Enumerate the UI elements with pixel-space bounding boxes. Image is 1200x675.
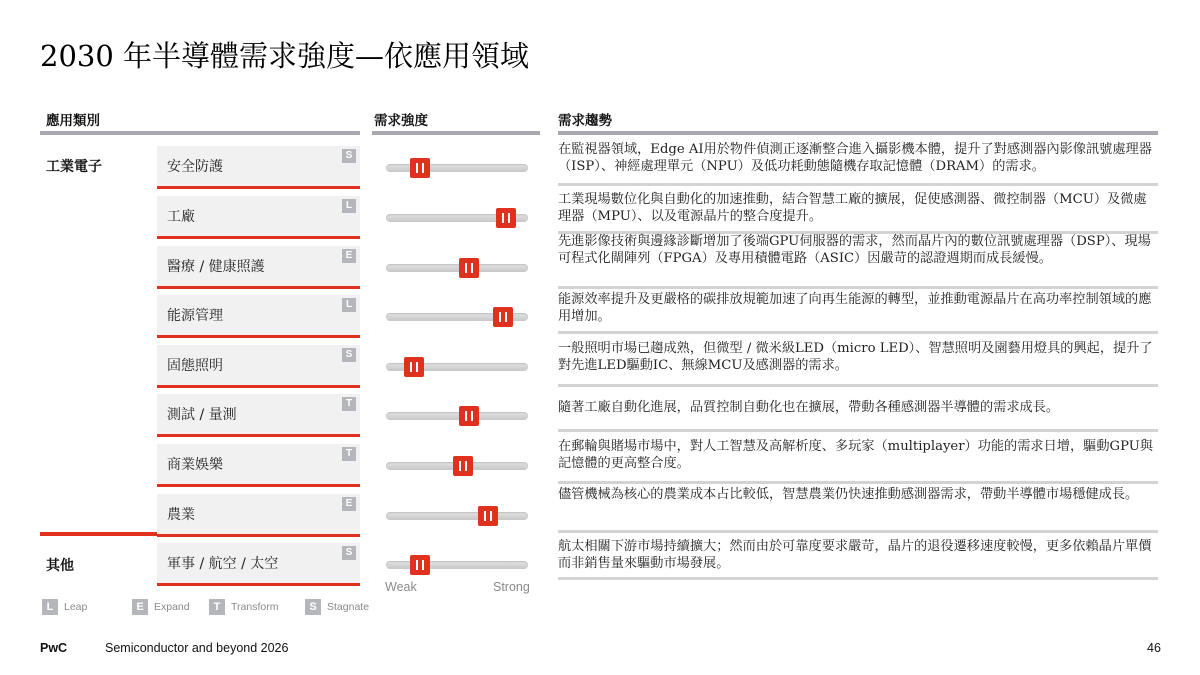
marker-grip	[471, 411, 473, 421]
scale-weak-label: Weak	[385, 580, 417, 594]
category-cell	[157, 246, 360, 286]
header-rule-category	[40, 131, 360, 135]
category-type-badge: S	[342, 348, 356, 362]
trend-separator	[558, 331, 1158, 334]
marker-grip	[422, 560, 424, 570]
category-cell	[157, 196, 360, 236]
category-type-badge: T	[342, 447, 356, 461]
intensity-marker	[453, 456, 473, 476]
category-cell	[157, 494, 360, 534]
marker-grip	[465, 263, 467, 273]
trend-text: 在監視器領域，Edge AI用於物件偵測正逐漸整合進入攝影機本體，提升了對感測器內影像訊號處理器（ISP）、神經處理單元（NPU）及低功耗動態隨機存取記憶體（DRAM）的需求。	[558, 142, 1152, 174]
footer-source: Semiconductor and beyond 2026	[105, 641, 289, 655]
marker-grip	[459, 461, 461, 471]
intensity-track	[386, 462, 528, 470]
trend-separator	[558, 481, 1158, 484]
trend-separator	[558, 286, 1158, 289]
marker-grip	[416, 560, 418, 570]
category-cell	[157, 146, 360, 186]
trend-separator	[558, 530, 1158, 533]
category-cell	[157, 295, 360, 335]
intensity-track	[386, 363, 528, 371]
legend-badge-expand: E	[132, 599, 148, 615]
category-label: 安全防護	[167, 159, 223, 175]
marker-grip	[416, 163, 418, 173]
trend-text: 工業現場數位化與自動化的加速推動，結合智慧工廠的擴展，促使感測器、微控制器（MCU）及微處理器（MPU）、以及電源晶片的整合度提升。	[558, 192, 1147, 224]
intensity-track	[386, 512, 528, 520]
trend-text: 一般照明市場已趨成熟，但微型 / 微米級LED（micro LED）、智慧照明及園藝用燈具的興起，提升了對先進LED驅動IC、無線MCU及感測器的需求。	[558, 341, 1153, 373]
category-cell-underline	[157, 236, 360, 239]
intensity-marker	[478, 506, 498, 526]
group-other-label: 其他	[46, 558, 74, 574]
intensity-marker	[459, 406, 479, 426]
category-label: 測試 / 量測	[167, 407, 237, 423]
category-cell	[157, 345, 360, 385]
intensity-track	[386, 164, 528, 172]
category-type-badge: E	[342, 249, 356, 263]
intensity-marker	[404, 357, 424, 377]
legend-label-transform: Transform	[231, 600, 279, 613]
category-label: 農業	[167, 507, 195, 523]
intensity-track	[386, 412, 528, 420]
category-label: 醫療 / 健康照護	[167, 259, 265, 275]
marker-grip	[484, 511, 486, 521]
legend-label-expand: Expand	[154, 600, 190, 613]
header-rule-trend	[558, 131, 1158, 135]
category-cell-underline	[157, 286, 360, 289]
marker-grip	[508, 213, 510, 223]
trend-text: 先進影像技術與邊緣診斷增加了後端GPU伺服器的需求，然而晶片內的數位訊號處理器（DSP）、現場可程式化閘陣列（FPGA）及專用積體電路（ASIC）因嚴苛的認證週期而成長緩慢。	[558, 234, 1151, 266]
legend-label-leap: Leap	[64, 600, 88, 613]
marker-grip	[490, 511, 492, 521]
intensity-track	[386, 214, 528, 222]
marker-grip	[465, 411, 467, 421]
intensity-marker	[493, 307, 513, 327]
trend-text: 隨著工廠自動化進展，品質控制自動化也在擴展，帶動各種感測器半導體的需求成長。	[558, 400, 1060, 415]
legend-item-transform	[209, 599, 278, 615]
category-cell-underline	[157, 484, 360, 487]
legend-item-expand	[132, 599, 190, 615]
intensity-track	[386, 561, 528, 569]
intensity-track	[386, 264, 528, 272]
trend-separator	[558, 577, 1158, 580]
group-industrial-label: 工業電子	[46, 159, 102, 175]
legend-badge-transform: T	[209, 599, 225, 615]
trend-text: 能源效率提升及更嚴格的碳排放規範加速了向再生能源的轉型，並推動電源晶片在高功率控制領域的應用增加。	[558, 292, 1152, 324]
category-type-badge: T	[342, 397, 356, 411]
marker-grip	[422, 163, 424, 173]
header-rule-intensity	[372, 131, 540, 135]
trend-separator	[558, 183, 1158, 186]
category-cell	[157, 394, 360, 434]
trend-text: 航太相關下游市場持續擴大；然而由於可靠度要求嚴苛，晶片的退役遷移速度較慢，更多依賴晶片單價而非銷售量來驅動市場發展。	[558, 539, 1152, 571]
marker-grip	[410, 362, 412, 372]
category-cell-underline	[157, 385, 360, 388]
category-cell-underline	[157, 583, 360, 586]
trend-text: 在郵輪與賭場市場中，對人工智慧及高解析度、多玩家（multiplayer）功能的需求日增，驅動GPU與記憶體的更高整合度。	[558, 439, 1154, 471]
category-label: 商業娛樂	[167, 457, 223, 473]
category-label: 軍事 / 航空 / 太空	[167, 556, 279, 572]
category-type-badge: S	[342, 149, 356, 163]
marker-grip	[502, 213, 504, 223]
legend-item-leap	[42, 599, 87, 615]
category-type-badge: L	[342, 199, 356, 213]
category-label: 能源管理	[167, 308, 223, 324]
category-type-badge: L	[342, 298, 356, 312]
header-category: 應用類別	[46, 113, 100, 129]
legend-label-stagnate: Stagnate	[327, 600, 370, 613]
marker-grip	[471, 263, 473, 273]
category-cell-underline	[157, 335, 360, 338]
footer-brand: PwC	[40, 641, 68, 655]
intensity-marker	[410, 158, 430, 178]
trend-separator	[558, 384, 1158, 387]
intensity-track	[386, 313, 528, 321]
category-cell-underline	[157, 186, 360, 189]
intensity-marker	[459, 258, 479, 278]
footer-page-number: 46	[1147, 641, 1161, 655]
marker-grip	[505, 312, 507, 322]
page-title: 2030 年半導體需求強度—依應用領域	[40, 39, 530, 73]
category-cell	[157, 444, 360, 484]
trend-text: 儘管機械為核心的農業成本占比較低，智慧農業仍快速推動感測器需求，帶動半導體市場穩健成長。	[558, 487, 1139, 502]
marker-grip	[499, 312, 501, 322]
scale-strong-label: Strong	[493, 580, 530, 594]
category-label: 工廠	[167, 209, 195, 225]
category-cell-underline	[157, 434, 360, 437]
category-type-badge: S	[342, 546, 356, 560]
header-intensity: 需求強度	[374, 113, 428, 129]
legend-item-stagnate	[305, 599, 369, 615]
category-type-badge: E	[342, 497, 356, 511]
marker-grip	[416, 362, 418, 372]
category-label: 固態照明	[167, 358, 223, 374]
trend-separator	[558, 429, 1158, 432]
marker-grip	[465, 461, 467, 471]
category-cell	[157, 543, 360, 583]
intensity-marker	[410, 555, 430, 575]
category-cell-underline	[157, 534, 360, 537]
header-trend: 需求趨勢	[558, 113, 612, 129]
legend-badge-stagnate: S	[305, 599, 321, 615]
legend-badge-leap: L	[42, 599, 58, 615]
intensity-marker	[496, 208, 516, 228]
